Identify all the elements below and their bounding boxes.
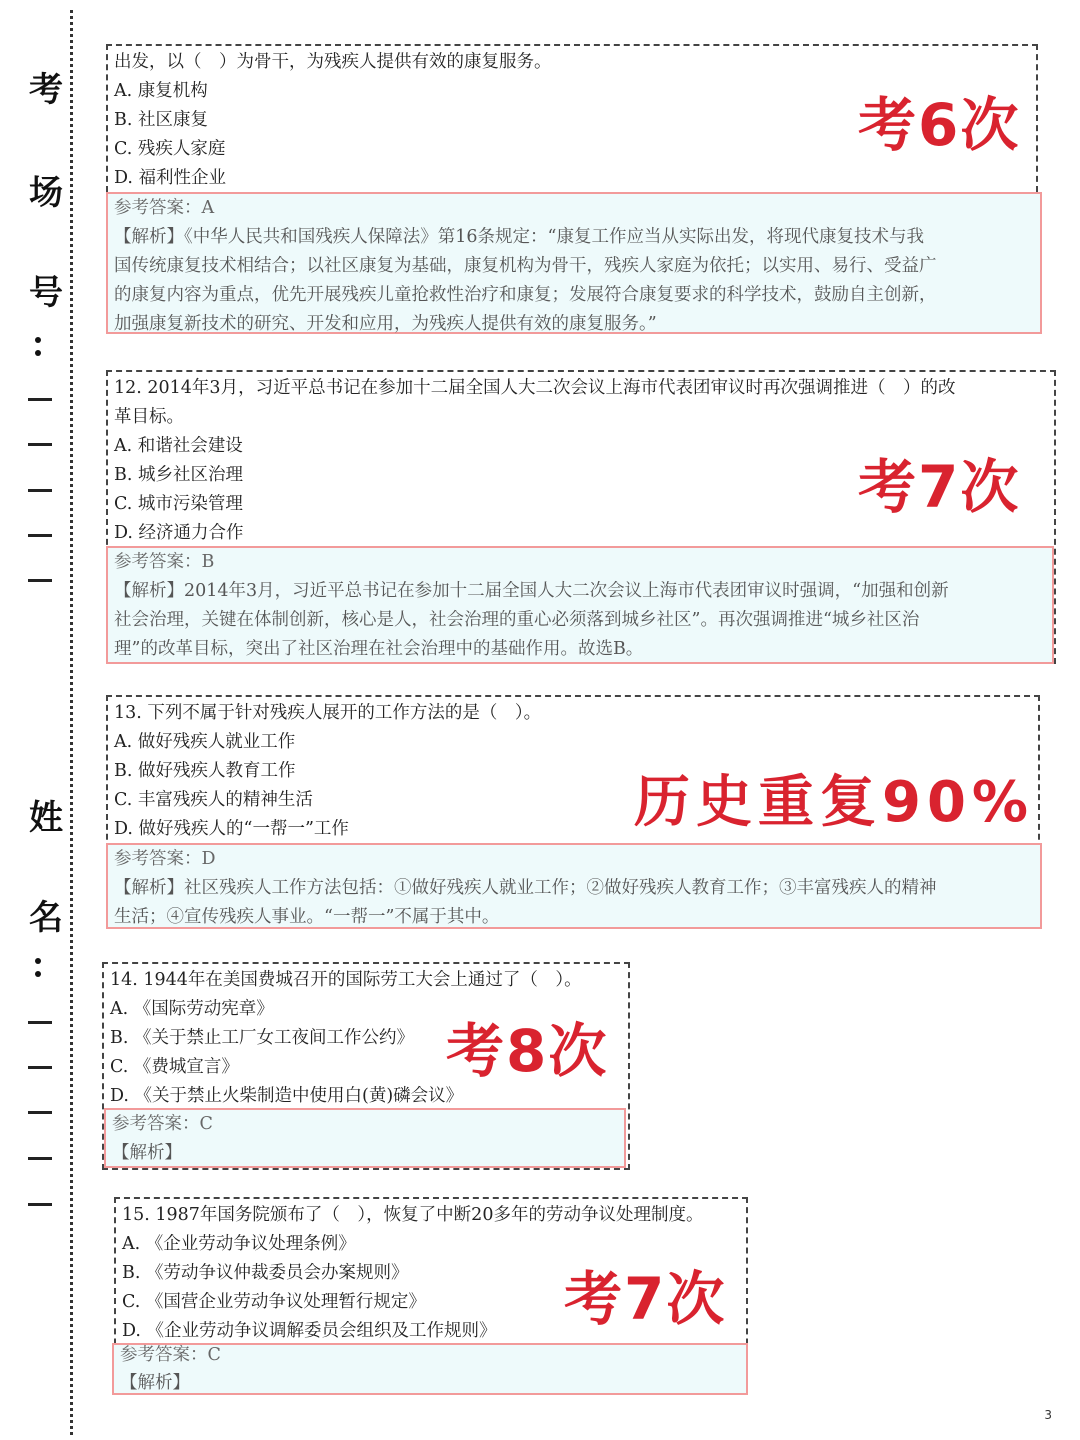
option-c: C. 丰富残疾人的精神生活 bbox=[114, 790, 313, 810]
option-d: D. 经济通力合作 bbox=[114, 523, 244, 543]
option-c: C. 《费城宣言》 bbox=[110, 1057, 239, 1077]
question-stem: 12. 2014年3月，习近平总书记在参加十二届全国人大二次会议上海市代表团审议时再次强调推进（ ）的改 bbox=[114, 378, 956, 398]
analysis-line: 【解析】2014年3月，习近平总书记在参加十二届全国人大二次会议上海市代表团审议时强调，“加强和创新 bbox=[114, 581, 949, 601]
fill-blank-dash bbox=[28, 1111, 52, 1114]
fill-blank-dash bbox=[28, 398, 52, 401]
colon-dot bbox=[35, 958, 41, 964]
option-b: B. 《关于禁止工厂女工夜间工作公约》 bbox=[110, 1028, 414, 1048]
frequency-stamp: 考7次 bbox=[564, 1265, 727, 1333]
analysis-line: 【解析】 bbox=[112, 1143, 182, 1163]
option-a: A. 《企业劳动争议处理条例》 bbox=[122, 1234, 356, 1254]
question-stem: 14. 1944年在美国费城召开的国际劳工大会上通过了（ ）。 bbox=[110, 970, 582, 990]
reference-answer: 参考答案：D bbox=[114, 849, 216, 869]
analysis-line: 加强康复新技术的研究、开发和应用，为残疾人提供有效的康复服务。” bbox=[114, 314, 657, 334]
option-c: C. 《国营企业劳动争议处理暂行规定》 bbox=[122, 1292, 426, 1312]
exam-room-char-1: 考 bbox=[29, 70, 63, 110]
analysis-line: 社会治理，关键在体制创新，核心是人，社会治理的重心必须落到城乡社区”。再次强调推进“城乡社区治 bbox=[114, 610, 920, 630]
colon-dot bbox=[35, 971, 41, 977]
analysis-line: 【解析】 bbox=[120, 1373, 190, 1393]
analysis-line: 理”的改革目标，突出了社区治理在社会治理中的基础作用。故选B。 bbox=[114, 639, 644, 659]
option-d: D. 《企业劳动争议调解委员会组织及工作规则》 bbox=[122, 1321, 497, 1341]
colon-dot bbox=[35, 350, 41, 356]
reference-answer: 参考答案：B bbox=[114, 552, 215, 572]
page-number: 3 bbox=[1044, 1408, 1052, 1422]
option-d: D. 《关于禁止火柴制造中使用白(黄)磷会议》 bbox=[110, 1086, 464, 1106]
answer-panel bbox=[106, 192, 1042, 334]
option-a: A. 《国际劳动宪章》 bbox=[110, 999, 274, 1019]
question-stem: 13. 下列不属于针对残疾人展开的工作方法的是（ ）。 bbox=[114, 703, 542, 723]
fill-blank-dash bbox=[28, 489, 52, 492]
answer-panel bbox=[106, 843, 1042, 929]
frequency-stamp: 考7次 bbox=[858, 453, 1021, 521]
reference-answer: 参考答案：C bbox=[120, 1345, 221, 1365]
fill-blank-dash bbox=[28, 1021, 52, 1024]
analysis-line: 的康复内容为重点，优先开展残疾儿童抢救性治疗和康复；发展符合康复要求的科学技术，鼓励自主创新， bbox=[114, 285, 937, 305]
question-stem-cont: 革目标。 bbox=[114, 407, 184, 427]
binding-margin bbox=[0, 0, 74, 1440]
option-c: C. 城市污染管理 bbox=[114, 494, 243, 514]
question-stem: 出发，以（ ）为骨干，为残疾人提供有效的康复服务。 bbox=[114, 52, 552, 72]
fill-blank-dash bbox=[28, 1203, 52, 1206]
option-b: B. 城乡社区治理 bbox=[114, 465, 243, 485]
colon-dot bbox=[35, 337, 41, 343]
analysis-line: 【解析】社区残疾人工作方法包括：①做好残疾人就业工作；②做好残疾人教育工作；③丰富残疾人的精神 bbox=[114, 878, 937, 898]
answer-panel bbox=[106, 546, 1054, 664]
option-d: D. 福利性企业 bbox=[114, 168, 227, 188]
frequency-stamp: 历史重复90% bbox=[634, 770, 1035, 835]
exam-room-char-2: 场 bbox=[29, 173, 63, 213]
analysis-line: 生活；④宣传残疾人事业。“一帮一”不属于其中。 bbox=[114, 907, 500, 927]
option-c: C. 残疾人家庭 bbox=[114, 139, 226, 159]
reference-answer: 参考答案：A bbox=[114, 198, 215, 218]
option-d: D. 做好残疾人的“一帮一”工作 bbox=[114, 819, 349, 839]
frequency-stamp: 考6次 bbox=[858, 91, 1021, 159]
name-char-1: 姓 bbox=[29, 798, 63, 838]
fill-blank-dash bbox=[28, 1157, 52, 1160]
frequency-stamp: 考8次 bbox=[446, 1017, 609, 1085]
answer-panel bbox=[112, 1343, 748, 1395]
analysis-line: 【解析】《中华人民共和国残疾人保障法》第16条规定：“康复工作应当从实际出发，将现代康复技术与我 bbox=[114, 227, 924, 247]
option-b: B. 做好残疾人教育工作 bbox=[114, 761, 296, 781]
option-a: A. 和谐社会建设 bbox=[114, 436, 243, 456]
question-stem: 15. 1987年国务院颁布了（ ），恢复了中断20多年的劳动争议处理制度。 bbox=[122, 1205, 704, 1225]
option-b: B. 社区康复 bbox=[114, 110, 208, 130]
fill-blank-dash bbox=[28, 1066, 52, 1069]
option-a: A. 康复机构 bbox=[114, 81, 208, 101]
exam-room-char-3: 号 bbox=[29, 273, 63, 313]
analysis-line: 国传统康复技术相结合；以社区康复为基础，康复机构为骨干，残疾人家庭为依托；以实用、易行、受益广 bbox=[114, 256, 937, 276]
fill-blank-dash bbox=[28, 579, 52, 582]
name-char-2: 名 bbox=[29, 898, 63, 938]
fill-blank-dash bbox=[28, 443, 52, 446]
answer-panel bbox=[104, 1108, 626, 1168]
binding-dotted-line bbox=[70, 10, 73, 1435]
option-b: B. 《劳动争议仲裁委员会办案规则》 bbox=[122, 1263, 409, 1283]
reference-answer: 参考答案：C bbox=[112, 1114, 213, 1134]
fill-blank-dash bbox=[28, 534, 52, 537]
option-a: A. 做好残疾人就业工作 bbox=[114, 732, 296, 752]
